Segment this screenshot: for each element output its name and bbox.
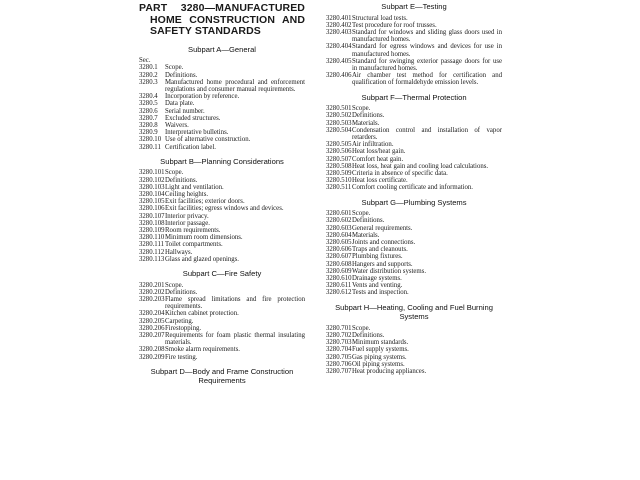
section-text: Heat loss/heat gain.	[352, 148, 406, 156]
section-text: Plumbing fixtures.	[352, 253, 403, 261]
section-text: Exit facilities; exterior doors.	[165, 198, 245, 206]
section-number: 3280.102	[139, 176, 165, 184]
section-entry	[139, 325, 305, 332]
section-text: Carpeting.	[165, 317, 194, 325]
section-entry	[326, 232, 502, 239]
section-number: 3280.505	[326, 141, 352, 149]
section-entry	[326, 282, 502, 289]
section-text: Glass and glazed openings.	[165, 255, 239, 263]
section-entry	[326, 289, 502, 296]
section-number: 3280.207	[139, 331, 165, 339]
section-number: 3280.610	[326, 275, 352, 283]
section-entry	[326, 43, 502, 57]
section-entry	[139, 227, 305, 234]
section-number: 3280.113	[139, 255, 165, 263]
section-number: 3280.401	[326, 14, 352, 22]
section-number: 3280.706	[326, 360, 352, 368]
section-entry	[326, 210, 502, 217]
subpart-heading: Subpart B—Planning Considerations	[160, 156, 284, 166]
section-number: 3280.206	[139, 324, 165, 332]
section-text: Structural load tests.	[352, 14, 408, 22]
section-entry	[139, 129, 305, 136]
section-text: Hallways.	[165, 248, 193, 256]
section-text: Light and ventilation.	[165, 183, 224, 191]
sec-label: Sec.	[139, 57, 151, 65]
section-number: 3280.503	[326, 119, 352, 127]
section-text: Comfort heat gain.	[352, 155, 404, 163]
section-text: Room requirements.	[165, 226, 221, 234]
section-number: 3280.4	[139, 93, 158, 101]
section-text: Interior privacy.	[165, 212, 209, 220]
section-entry	[326, 177, 502, 184]
section-entry	[139, 79, 305, 93]
section-number: 3280.208	[139, 346, 165, 354]
section-number: 3280.205	[139, 317, 165, 325]
section-text: Heat loss, heat gain and cooling load calculations.	[352, 162, 489, 170]
subpart-heading: Subpart E—Testing	[381, 2, 447, 11]
section-text: Air infiltration.	[352, 141, 394, 149]
section-number: 3280.602	[326, 217, 352, 225]
section-entry	[326, 15, 502, 22]
section-text: General requirements.	[352, 224, 413, 232]
section-text: Heat producing appliances.	[352, 368, 427, 376]
section-entry	[139, 93, 305, 100]
section-text: Materials.	[352, 231, 380, 239]
section-number: 3280.202	[139, 288, 165, 296]
section-number: 3280.607	[326, 253, 352, 261]
section-text: Requirements for foam plastic thermal insulating materials.	[165, 331, 305, 347]
section-number: 3280.103	[139, 183, 165, 191]
section-text: Traps and cleanouts.	[352, 246, 408, 254]
left-column	[139, 0, 305, 386]
section-text: Definitions.	[352, 217, 385, 225]
section-number: 3280.611	[326, 282, 352, 290]
section-number: 3280.8	[139, 121, 158, 129]
section-number: 3280.510	[326, 177, 352, 185]
section-text: Fuel supply systems.	[352, 346, 409, 354]
section-number: 3280.603	[326, 224, 352, 232]
part-title-line-1: PART 3280—MANUFACTURED	[139, 2, 305, 14]
section-text: Scope.	[352, 210, 371, 218]
section-number: 3280.402	[326, 21, 352, 29]
section-text: Tests and inspection.	[352, 289, 409, 297]
section-number: 3280.101	[139, 169, 165, 177]
section-entry	[139, 100, 305, 107]
section-text: Definitions.	[165, 176, 198, 184]
section-entry	[139, 122, 305, 129]
section-text: Use of alternative construction.	[165, 136, 251, 144]
section-number: 3280.702	[326, 332, 352, 340]
section-number: 3280.705	[326, 353, 352, 361]
section-text: Hangers and supports.	[352, 260, 413, 268]
section-number: 3280.105	[139, 198, 165, 206]
section-entry	[326, 354, 502, 361]
section-entry	[326, 72, 502, 86]
section-text: Serial number.	[165, 107, 205, 115]
section-entry	[326, 120, 502, 127]
section-number: 3280.11	[139, 143, 161, 151]
section-entry	[326, 225, 502, 232]
section-number: 3280.209	[139, 353, 165, 361]
section-text: Oil piping systems.	[352, 360, 405, 368]
section-text: Scope.	[352, 105, 371, 113]
section-entry	[326, 275, 502, 282]
section-text: Smoke alarm requirements.	[165, 346, 240, 354]
section-entry	[139, 282, 305, 289]
section-number: 3280.106	[139, 205, 165, 213]
section-entry	[139, 191, 305, 198]
section-entry	[326, 105, 502, 112]
section-entry	[326, 112, 502, 119]
section-number: 3280.701	[326, 324, 352, 332]
section-entry	[139, 136, 305, 143]
section-text: Definitions.	[165, 71, 198, 79]
section-text: Data plate.	[165, 100, 195, 108]
section-number: 3280.506	[326, 148, 352, 156]
section-entry	[326, 217, 502, 224]
section-entry	[326, 29, 502, 43]
section-text: Standard for windows and sliding glass doors used in manufactured homes.	[352, 29, 502, 44]
section-number: 3280.508	[326, 162, 352, 170]
section-text: Kitchen cabinet protection.	[165, 310, 239, 318]
section-number: 3280.608	[326, 260, 352, 268]
section-number: 3280.703	[326, 339, 352, 347]
section-text: Minimum standards.	[352, 339, 409, 347]
section-entry	[139, 234, 305, 241]
section-number: 3280.111	[139, 241, 164, 249]
section-entry	[326, 339, 502, 346]
section-text: Standard for egress windows and devices for use in manufactured homes.	[352, 43, 502, 58]
section-text: Waivers.	[165, 121, 189, 129]
section-entry	[326, 332, 502, 339]
section-entry	[326, 156, 502, 163]
section-entry	[139, 198, 305, 205]
section-number: 3280.10	[139, 136, 162, 144]
section-entry	[139, 332, 305, 346]
section-text: Excluded structures.	[165, 114, 221, 122]
section-number: 3280.707	[326, 368, 352, 376]
section-text: Firestopping.	[165, 324, 202, 332]
subpart-heading: Subpart G—Plumbing Systems	[361, 197, 467, 207]
section-number: 3280.604	[326, 231, 352, 239]
section-text: Definitions.	[165, 288, 198, 296]
section-text: Comfort cooling certificate and information.	[352, 184, 473, 192]
section-entry	[139, 354, 305, 361]
section-entry	[139, 220, 305, 227]
part-title-line-2: HOME CONSTRUCTION AND	[150, 13, 305, 26]
section-entry	[326, 127, 502, 141]
section-number: 3280.502	[326, 112, 352, 120]
section-number: 3280.605	[326, 239, 352, 247]
section-number: 3280.104	[139, 190, 165, 198]
section-text: Materials.	[352, 119, 380, 127]
subpart-heading: Subpart H—Heating, Cooling and Fuel Burning Systems	[335, 302, 493, 322]
section-entry	[139, 205, 305, 212]
section-text: Scope.	[165, 281, 184, 289]
section-text: Incorporation by reference.	[165, 93, 240, 101]
section-number: 3280.403	[326, 29, 352, 36]
section-text: Exit facilities; egress windows and devices.	[165, 205, 284, 213]
section-number: 3280.7	[139, 114, 158, 122]
section-entry	[326, 163, 502, 170]
section-entry	[139, 169, 305, 176]
section-entry	[139, 64, 305, 71]
section-number: 3280.511	[326, 184, 352, 192]
subpart-heading: Subpart D—Body and Frame Construction Requirements	[150, 366, 294, 386]
section-number: 3280.406	[326, 72, 352, 80]
subpart-heading: Subpart C—Fire Safety	[182, 268, 262, 278]
right-column	[326, 0, 502, 375]
section-text: Heat loss certificate.	[352, 177, 408, 185]
part-title-line-3: SAFETY STANDARDS	[150, 25, 261, 37]
section-number: 3280.107	[139, 212, 165, 220]
section-text: Joints and connections.	[352, 239, 416, 247]
section-text: Vents and venting.	[352, 282, 403, 290]
section-number: 3280.504	[326, 126, 352, 134]
section-text: Gas piping systems.	[352, 353, 407, 361]
section-number: 3280.112	[139, 248, 165, 256]
section-text: Criteria in absence of specific data.	[352, 170, 448, 178]
section-entry	[326, 368, 502, 375]
section-number: 3280.1	[139, 64, 158, 72]
section-entry	[139, 296, 305, 310]
section-number: 3280.404	[326, 43, 352, 51]
section-entry	[326, 361, 502, 368]
section-text: Interpretative bulletins.	[165, 129, 229, 137]
section-text: Toilet compartments.	[165, 241, 223, 249]
section-number: 3280.110	[139, 234, 165, 242]
section-entry	[139, 346, 305, 353]
section-number: 3280.609	[326, 267, 352, 275]
section-number: 3280.204	[139, 310, 165, 318]
section-entry	[326, 325, 502, 332]
section-text: Minimum room dimensions.	[165, 234, 243, 242]
section-text: Fire testing.	[165, 353, 198, 361]
section-entry	[326, 141, 502, 148]
section-text: Water distribution systems.	[352, 267, 427, 275]
section-text: Definitions.	[352, 332, 385, 340]
section-entry	[139, 213, 305, 220]
section-text: Definitions.	[352, 112, 385, 120]
section-entry	[139, 249, 305, 256]
section-entry	[139, 115, 305, 122]
section-entry	[326, 261, 502, 268]
section-number: 3280.501	[326, 105, 352, 113]
section-entry	[139, 184, 305, 191]
section-number: 3280.509	[326, 170, 352, 178]
section-number: 3280.3	[139, 78, 158, 86]
section-text: Ceiling heights.	[165, 190, 209, 198]
section-number: 3280.203	[139, 295, 165, 303]
section-entry	[139, 108, 305, 115]
section-number: 3280.108	[139, 219, 165, 227]
section-text: Certification label.	[165, 143, 216, 151]
section-entry	[139, 289, 305, 296]
section-entry	[326, 184, 502, 191]
section-entry	[326, 268, 502, 275]
section-entry	[139, 256, 305, 263]
section-number: 3280.109	[139, 226, 165, 234]
section-text: Condensation control and installation of vapor retarders.	[352, 126, 502, 142]
subpart-heading: Subpart A—General	[188, 44, 256, 54]
section-text: Manufactured home procedural and enforcement regulations and consumer manual requirements.	[165, 78, 305, 93]
section-entry	[139, 310, 305, 317]
section-text: Scope.	[352, 324, 371, 332]
section-entry	[139, 144, 305, 151]
section-number: 3280.9	[139, 129, 158, 137]
section-number: 3280.704	[326, 346, 352, 354]
subpart-heading: Subpart F—Thermal Protection	[361, 92, 467, 102]
section-entry	[326, 246, 502, 253]
section-number: 3280.6	[139, 107, 158, 115]
section-text: Flame spread limitations and fire protection requirements.	[165, 295, 305, 311]
section-text: Drainage systems.	[352, 275, 402, 283]
section-number: 3280.5	[139, 100, 158, 108]
section-entry	[139, 318, 305, 325]
section-number: 3280.601	[326, 210, 352, 218]
section-entry	[139, 177, 305, 184]
section-entry	[326, 170, 502, 177]
section-entry	[139, 241, 305, 248]
section-text: Test procedure for roof trusses.	[352, 21, 437, 29]
section-text: Scope.	[165, 64, 184, 72]
section-entry	[326, 253, 502, 260]
section-entry	[326, 346, 502, 353]
section-number: 3280.612	[326, 289, 352, 297]
section-number: 3280.405	[326, 57, 352, 65]
section-entry	[326, 239, 502, 246]
section-entry	[139, 72, 305, 79]
section-entry	[326, 58, 502, 72]
section-number: 3280.606	[326, 246, 352, 254]
section-text: Air chamber test method for certification and qualification of formaldehyde emission levels.	[352, 72, 502, 87]
section-text: Interior passage.	[165, 219, 210, 227]
section-entry	[326, 148, 502, 155]
part-title	[139, 3, 305, 38]
section-entry	[326, 22, 502, 29]
section-number: 3280.2	[139, 71, 158, 79]
section-text: Standard for swinging exterior passage doors for use in manufactured homes.	[352, 57, 502, 73]
section-text: Scope.	[165, 169, 184, 177]
section-number: 3280.201	[139, 281, 165, 289]
section-number: 3280.507	[326, 155, 352, 163]
